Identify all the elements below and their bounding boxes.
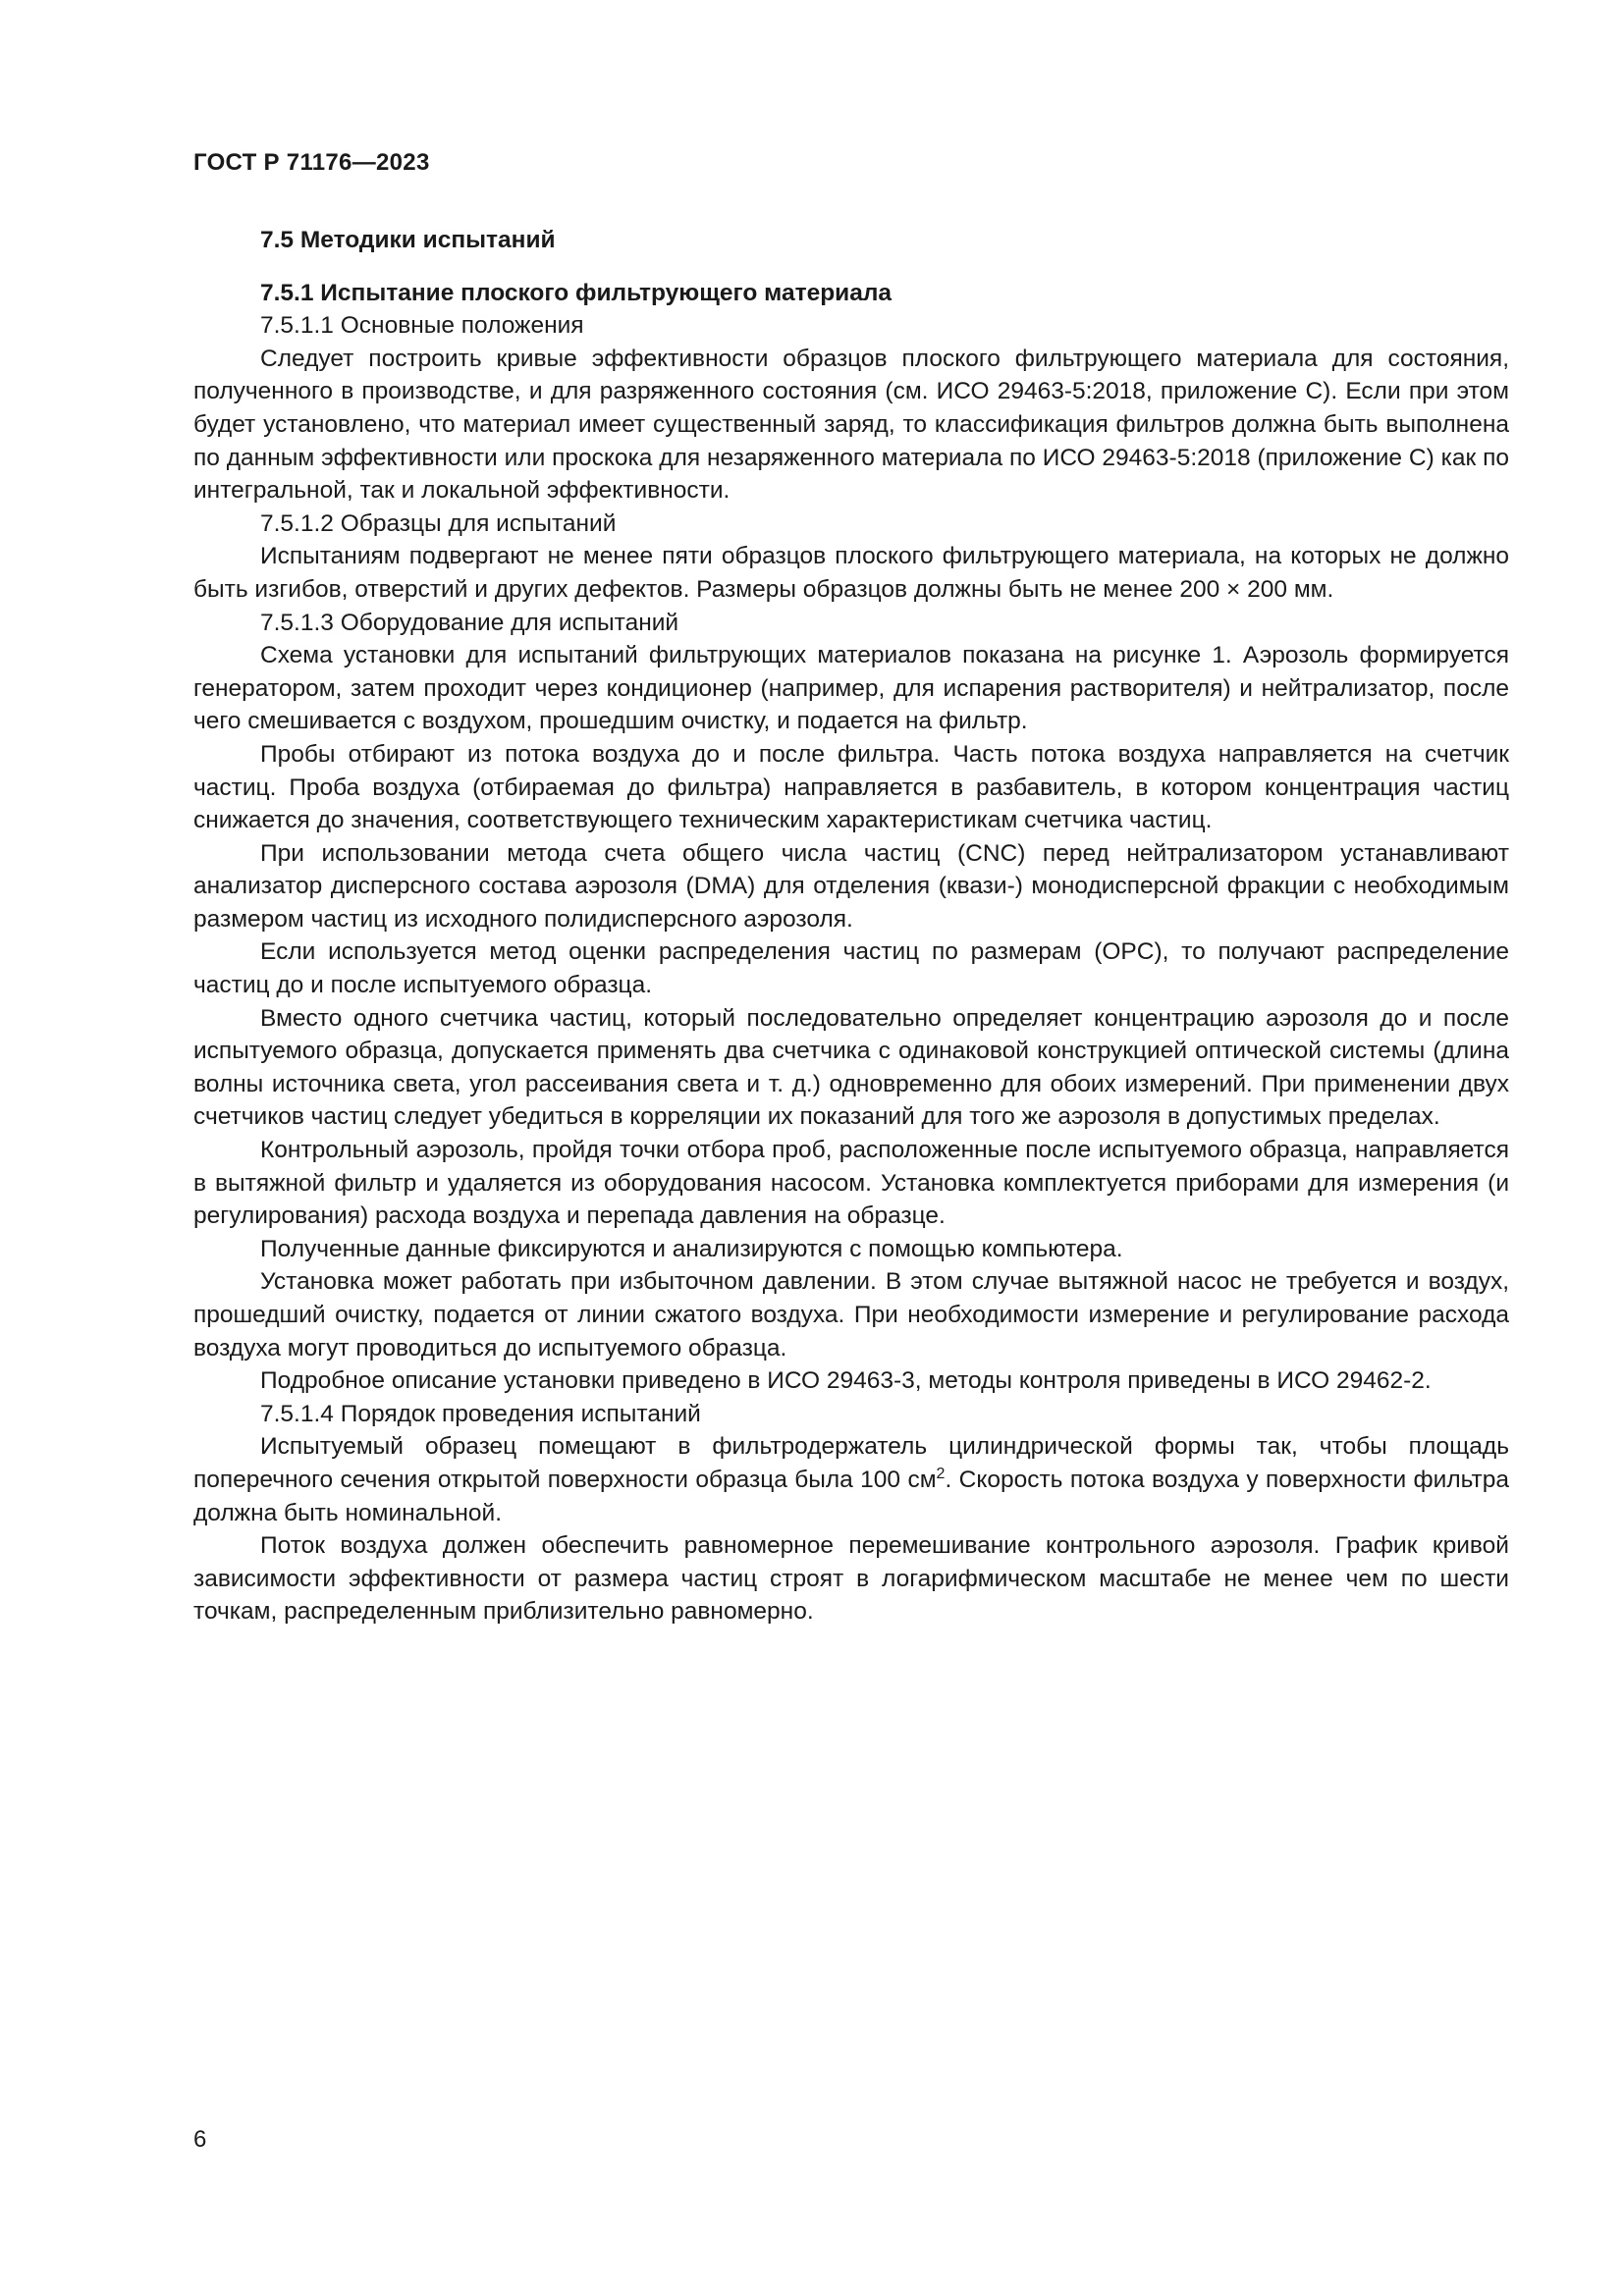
paragraph: Установка может работать при избыточном давлении. В этом случае вытяжной насос не требуется и воздух, прошедший очистку, подается от линии сжатого воздуха. При необходимости измерение и регулирование расхода воздуха могут проводиться до испытуемого образца. (193, 1268, 1509, 1362)
paragraph: При использовании метода счета общего числа частиц (CNC) перед нейтрализатором устанавливают анализатор дисперсного состава аэрозоля (DMA) для отделения (квази-) монодисперсной фракции с необходимым размером частиц из исходного полидисперсного аэрозоля. (193, 839, 1509, 933)
paragraph-with-superscript (193, 1430, 1509, 1529)
subsection-title: 7.5.1 Испытание плоского фильтрующего материала (260, 279, 893, 306)
paragraph: Следует построить кривые эффективности образцов плоского фильтрующего материала для состояния, полученного в производстве, и для разряженного состояния (см. ИСО 29463-5:2018, приложение C). Если при этом будет установлено, что материал имеет существенный заряд, то классификация фильтров должна быть выполнена по данным эффективности или проскока для незаряженного материала по ИСО 29463-5:2018 (приложение C) как по интегральной, так и локальной эффективности. (193, 345, 1509, 505)
paragraph: Поток воздуха должен обеспечить равномерное перемешивание контрольного аэрозоля. График кривой зависимости эффективности от размера частиц строят в логарифмическом масштабе не менее чем по шести точкам, распределенным приблизительно равномерно. (193, 1532, 1509, 1626)
paragraph: Вместо одного счетчика частиц, который последовательно определяет концентрацию аэрозоля до и после испытуемого образца, допускается применять два счетчика с одинаковой конструкцией оптической системы (длина волны источника света, угол рассеивания света и т. д.) одновременно для обоих измерений. При применении двух счетчиков частиц следует убедиться в корреляции их показаний для того же аэрозоля в допустимых пределах. (193, 1004, 1509, 1131)
clause-title-7-5-1-4: 7.5.1.4 Порядок проведения испытаний (260, 1400, 701, 1427)
superscript: 2 (936, 1465, 946, 1482)
paragraph: Если используется метод оценки распределения частиц по размерам (OPC), то получают распределение частиц до и после испытуемого образца. (193, 938, 1509, 999)
paragraph-text-part: . Скорость потока воздуха у поверхности фильтра должна быть номинальной. (193, 1466, 1509, 1526)
clause-title-7-5-1-1: 7.5.1.1 Основные положения (260, 312, 584, 340)
paragraph: Подробное описание установки приведено в ИСО 29463-3, методы контроля приведены в ИСО 29462-2. (260, 1367, 1432, 1395)
clause-title-7-5-1-2: 7.5.1.2 Образцы для испытаний (260, 509, 617, 537)
paragraph: Полученные данные фиксируются и анализируются с помощью компьютера. (260, 1235, 1123, 1262)
clause-title-7-5-1-3: 7.5.1.3 Оборудование для испытаний (260, 609, 679, 636)
document-header: ГОСТ Р 71176—2023 (193, 149, 430, 176)
paragraph: Испытаниям подвергают не менее пяти образцов плоского фильтрующего материала, на которых не должно быть изгибов, отверстий и других дефектов. Размеры образцов должны быть не менее 200 × 200 мм. (193, 543, 1509, 603)
page-number: 6 (193, 2126, 207, 2153)
paragraph: Схема установки для испытаний фильтрующих материалов показана на рисунке 1. Аэрозоль формируется генератором, затем проходит через кондиционер (например, для испарения растворителя) и нейтрализатор, после чего смешивается с воздухом, прошедшим очистку, и подается на фильтр. (193, 642, 1509, 735)
paragraph-text-part: Испытуемый образец помещают в фильтродержатель цилиндрической формы так, чтобы площадь поперечного сечения открытой поверхности образца была 100 см (193, 1433, 1509, 1493)
paragraph: Контрольный аэрозоль, пройдя точки отбора проб, расположенные после испытуемого образца, направляется в вытяжной фильтр и удаляется из оборудования насосом. Установка комплектуется приборами для измерения (и регулирования) расхода воздуха и перепада давления на образце. (193, 1137, 1509, 1230)
paragraph: Пробы отбирают из потока воздуха до и после фильтра. Часть потока воздуха направляется на счетчик частиц. Проба воздуха (отбираемая до фильтра) направляется в разбавитель, в котором концентрация частиц снижается до значения, соответствующего техническим характеристикам счетчика частиц. (193, 740, 1509, 834)
document-body (193, 224, 1509, 1629)
section-title: 7.5 Методики испытаний (260, 227, 556, 253)
